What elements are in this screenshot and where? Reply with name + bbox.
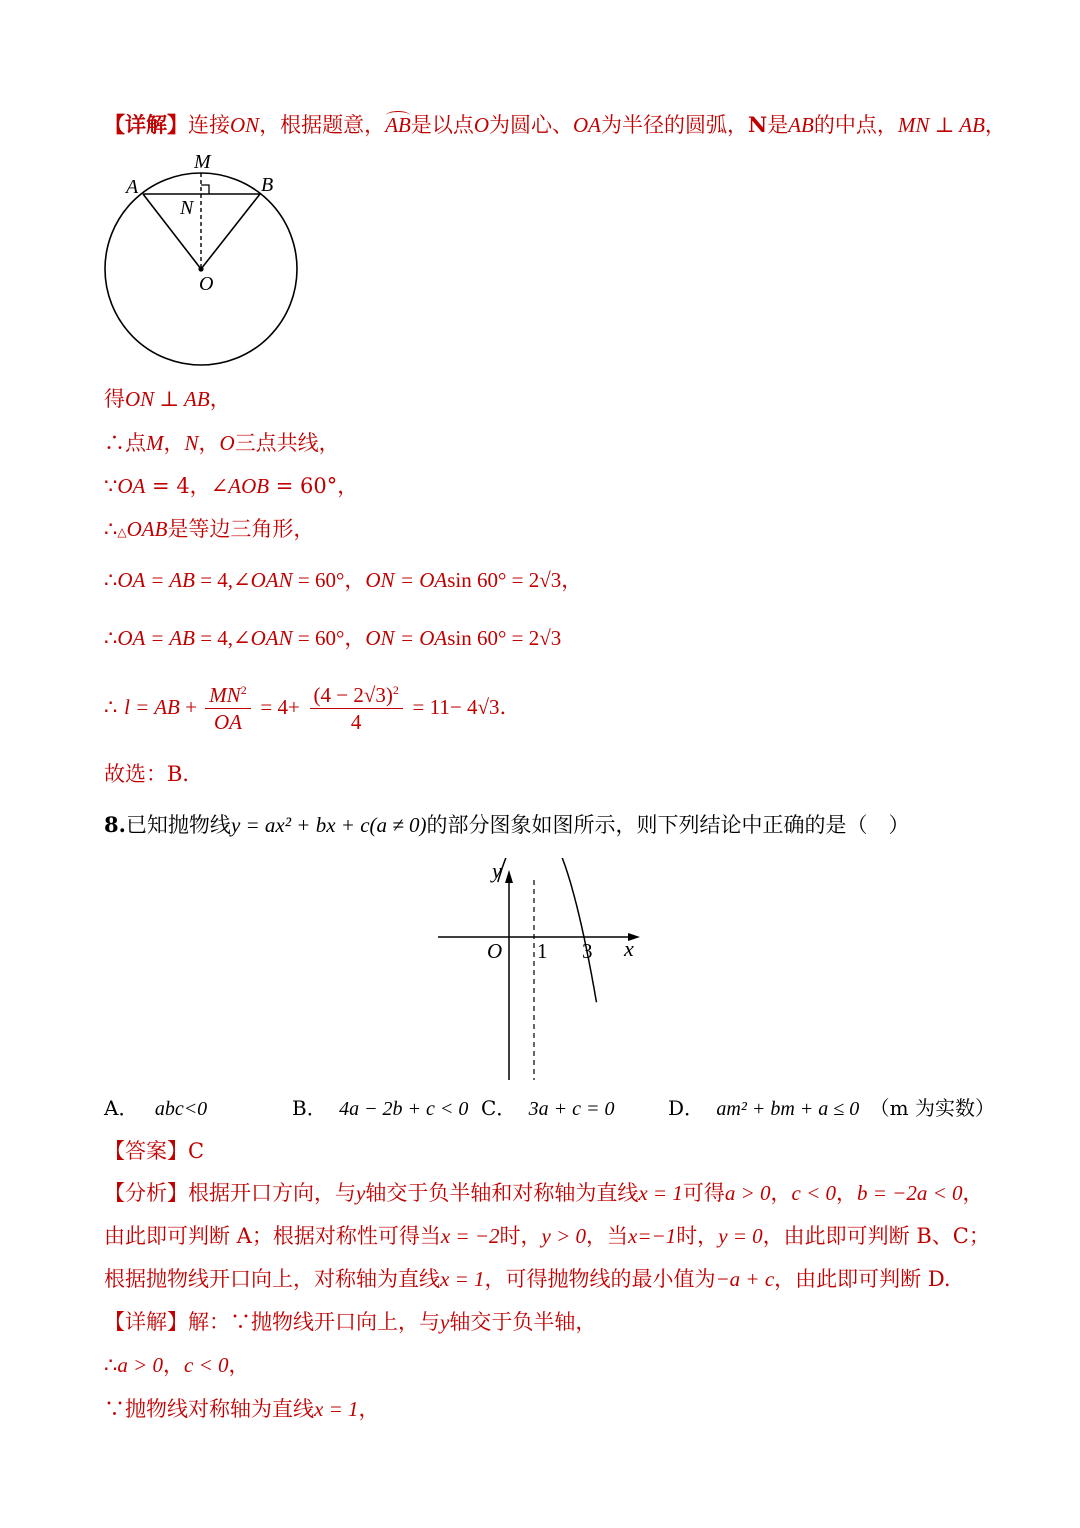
q8-analysis-line-1: 【分析】根据开口方向，与y轴交于负半轴和对称轴为直线x = 1可得a > 0，c < 0，b = −2a < 0， bbox=[104, 1181, 984, 1205]
detail-tag-2: 【详解】 bbox=[104, 1310, 188, 1334]
label-b: B bbox=[261, 174, 274, 196]
q7-line-on-1: ∴OA = AB = 4,∠OAN = 60°，ON = OAsin 60° = 2√3， bbox=[104, 568, 583, 592]
circle-figure bbox=[96, 148, 312, 374]
q8-analysis-line-2: 由此即可判断 A；根据对称性可得当x = −2时，y > 0，当x=−1时，y = 0，由此即可判断 B、C； bbox=[104, 1224, 990, 1248]
q8-analysis-line-3: 根据抛物线开口向上，对称轴为直线x = 1，可得抛物线的最小值为−a + c，由此即可判断 D. bbox=[104, 1267, 951, 1291]
segment-ob bbox=[201, 194, 260, 269]
q7-line-given: ∵OA = 4，∠AOB = 60°， bbox=[104, 474, 359, 498]
q7-detail-line: 【详解】连接ON，根据题意， AB是以点O为圆心、OA为半径的圆弧，N是AB的中点，MN ⊥ AB， bbox=[104, 110, 1006, 140]
option-a: A． abc<0 bbox=[104, 1096, 208, 1120]
question-number: 8. bbox=[104, 812, 126, 837]
q7-line-on-2: ∴OA = AB = 4,∠OAN = 60°，ON = OAsin 60° = 2√3 bbox=[104, 626, 562, 650]
q7-line-collinear: ∴点M，N，O三点共线， bbox=[104, 431, 340, 455]
q8-detail-line-3: ∵抛物线对称轴为直线x = 1， bbox=[104, 1397, 380, 1421]
q7-choice-line: 故选：B． bbox=[104, 762, 204, 786]
center-dot bbox=[198, 266, 203, 271]
option-d: D． am² + bm + a ≤ 0 （m 为实数） bbox=[668, 1096, 995, 1120]
parabola-curve bbox=[498, 858, 597, 1002]
fraction-mn2-over-oa: $\frac{MN^2}{OA}$ bbox=[205, 682, 251, 735]
q8-detail-line-1: 【详解】解：∵抛物线开口向上，与y轴交于负半轴， bbox=[104, 1310, 597, 1334]
q8-detail-line-2: ∴a > 0，c < 0， bbox=[104, 1353, 250, 1377]
label-x: x bbox=[624, 936, 634, 961]
detail-tag: 【详解】 bbox=[104, 112, 188, 137]
label-a: A bbox=[126, 176, 139, 198]
answer-tag: 【答案】 bbox=[104, 1139, 188, 1163]
q8-stem: 8.已知抛物线y = ax² + bx + c(a ≠ 0)的部分图象如图所示，则下列结论中正确的是（ ） bbox=[104, 812, 910, 837]
label-m: M bbox=[194, 151, 211, 173]
q7-line-perp: 得ON ⊥ AB， bbox=[104, 387, 231, 411]
analysis-tag: 【分析】 bbox=[104, 1181, 188, 1205]
triangle-icon: △ bbox=[117, 525, 127, 539]
label-n: N bbox=[180, 197, 194, 219]
option-c: C． 3a + c = 0 bbox=[481, 1096, 615, 1120]
y-arrow-icon bbox=[505, 870, 513, 883]
label-three: 3 bbox=[582, 939, 593, 963]
parabola-graph bbox=[430, 858, 650, 1086]
label-origin: O bbox=[487, 939, 503, 963]
label-y: y bbox=[492, 858, 502, 883]
q7-line-l: ∴ l = AB + $\frac{MN^2}{OA}$ = 4+ $\frac{(4 - 2√3)^2}{4}$ = 11− 4√3. bbox=[104, 683, 507, 734]
arc-mark-icon bbox=[386, 111, 410, 120]
q8-answer-line: 【答案】C bbox=[104, 1139, 205, 1163]
option-b: B． 4a − 2b + c < 0 bbox=[292, 1096, 469, 1120]
q7-line-equilateral: ∴△OAB是等边三角形， bbox=[104, 517, 315, 541]
label-one: 1 bbox=[537, 939, 548, 963]
label-o: O bbox=[199, 273, 214, 295]
arc-ab: AB bbox=[385, 113, 411, 137]
right-angle-icon bbox=[201, 185, 209, 194]
fraction-expr-over-4: $\frac{(4 - 2√3)^2}{4}$ bbox=[310, 682, 403, 735]
